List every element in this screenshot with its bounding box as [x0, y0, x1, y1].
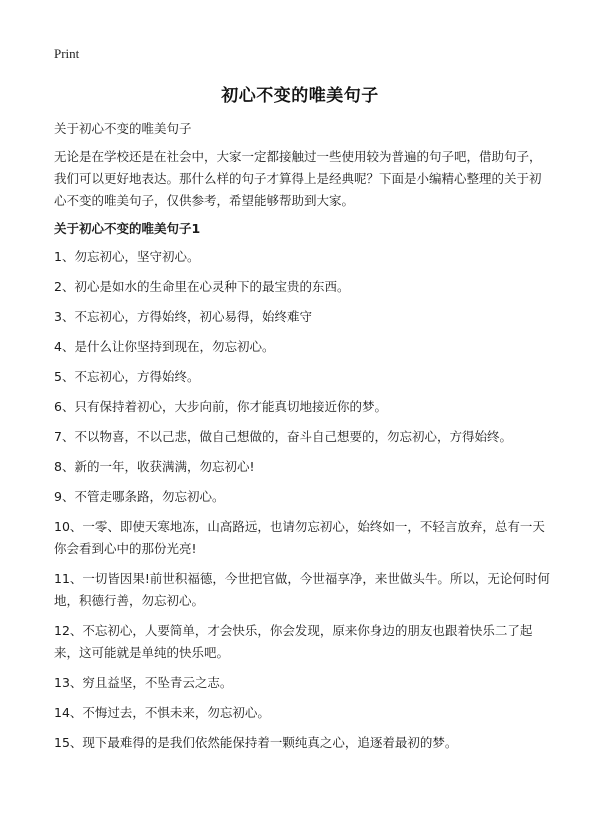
quote-item: 7、不以物喜，不以己悲，做自己想做的，奋斗自己想要的，勿忘初心，方得始终。 [54, 429, 512, 444]
section-heading: 关于初心不变的唯美句子1 [54, 221, 201, 236]
quote-item: 3、不忘初心，方得始终，初心易得，始终难守 [54, 309, 312, 324]
quote-item: 6、只有保持着初心，大步向前，你才能真切地接近你的梦。 [54, 399, 387, 414]
quote-item: 5、不忘初心，方得始终。 [54, 369, 200, 384]
article-subtitle: 关于初心不变的唯美句子 [54, 121, 192, 136]
quote-item: 2、初心是如水的生命里在心灵种下的最宝贵的东西。 [54, 279, 350, 294]
page-title: 初心不变的唯美句子 [221, 86, 379, 106]
intro-paragraph: 无论是在学校还是在社会中，大家一定都接触过一些使用较为普遍的句子吧，借助句子，我们可以更好地表达。那什么样的句子才算得上是经典呢？下面是小编精心整理的关于初心不变的唯美句子，仅供参考，希望能够帮助到大家。 [54, 149, 542, 208]
quote-item: 11、一切皆因果!前世积福德，今世把官做，今世福享净，来世做头牛。所以，无论何时何地，积德行善，勿忘初心。 [54, 571, 550, 608]
quote-item: 4、是什么让你坚持到现在，勿忘初心。 [54, 339, 275, 354]
quote-item: 1、勿忘初心，坚守初心。 [54, 249, 200, 264]
quote-item: 12、不忘初心，人要简单，才会快乐，你会发现，原来你身边的朋友也跟着快乐二了起来，这可能就是单纯的快乐吧。 [54, 623, 533, 660]
quote-item: 14、不悔过去，不惧未来，勿忘初心。 [54, 705, 270, 720]
print-link[interactable]: Print [54, 46, 80, 61]
quote-item: 13、穷且益坚，不坠青云之志。 [54, 675, 233, 690]
quote-item: 8、新的一年，收获满满，勿忘初心! [54, 459, 255, 474]
quote-item: 10、一零、即使天寒地冻，山高路远，也请勿忘初心，始终如一，不轻言放弃，总有一天你会看到心中的那份光亮! [54, 519, 545, 556]
quote-item: 9、不管走哪条路，勿忘初心。 [54, 489, 225, 504]
quote-list [54, 246, 550, 754]
quote-item: 15、现下最难得的是我们依然能保持着一颗纯真之心，追逐着最初的梦。 [54, 735, 458, 750]
article-body [54, 118, 550, 762]
